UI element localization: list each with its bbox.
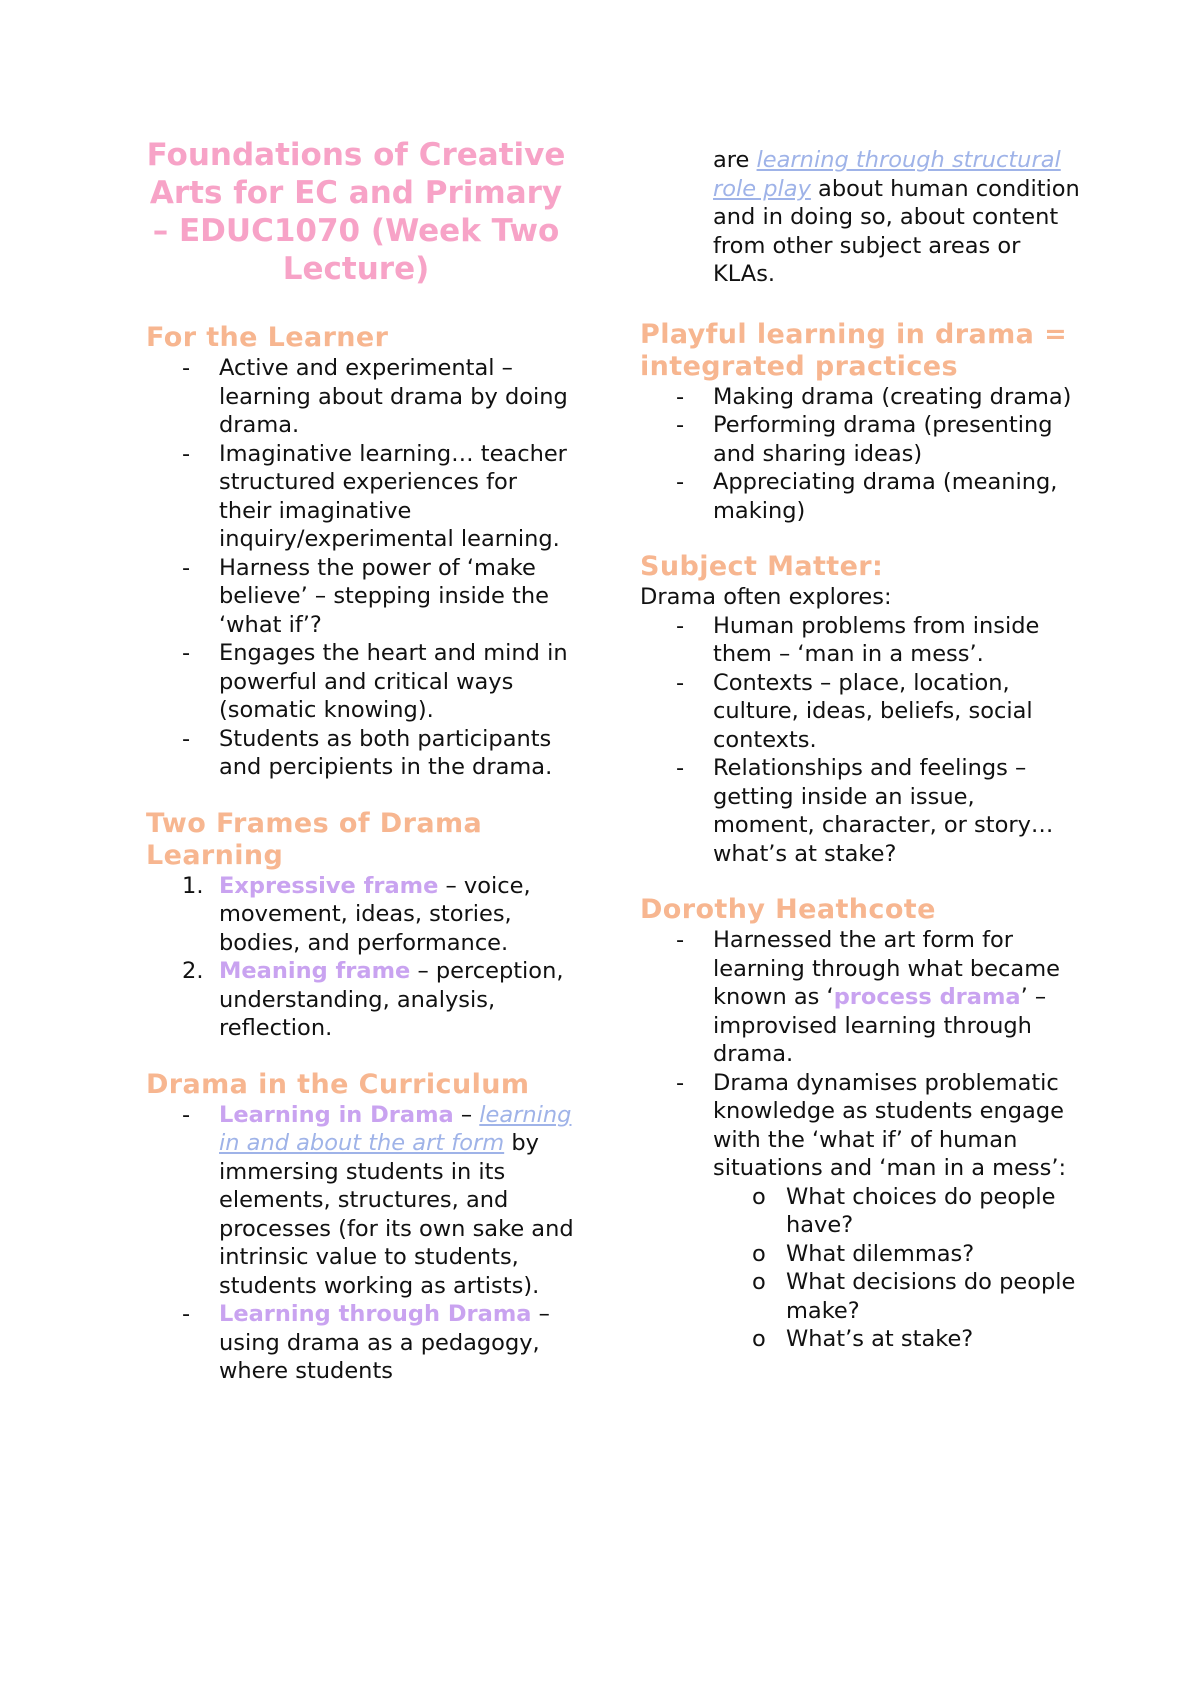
left-column [146,136,576,1412]
list-item: - Harness the power of ‘make believe’ – stepping inside the ‘what if’? [182,554,549,638]
dash-marker: - [182,1301,191,1327]
section-drama-in-curriculum [146,1069,576,1386]
subject-intro: Drama often explores: [640,584,892,610]
term-expressive-frame: Expressive frame [219,872,439,899]
dash-marker: - [676,669,685,696]
frames-list [146,872,576,1043]
list-item: - Making drama (creating drama) [676,383,1072,410]
dash-marker: - [676,469,685,495]
list-item: - Human problems from inside them – ‘man in a mess’. [676,612,1040,667]
section-for-the-learner [146,322,576,782]
subject-list [640,612,1080,869]
dash-marker: - [182,355,191,381]
circle-marker: o [752,1269,766,1295]
list-item: o What’s at stake? [752,1326,974,1352]
list-item: - Appreciating drama (meaning, making) [676,469,1058,524]
dash-marker: - [676,383,685,410]
dash-marker: - [676,755,685,781]
term-process-drama: process drama [833,984,1021,1010]
list-number: 2. [182,958,204,984]
circle-marker: o [752,1326,766,1352]
heading-for-the-learner: For the Learner [146,322,389,353]
curriculum-continuation: are learning through structural role play about human condition and in doing so, about content from other subject areas or KLAs. [713,147,1080,287]
list-item: - Relationships and feelings – getting inside an issue, moment, character, or story…what’s at stake? [676,755,1054,867]
dash-marker: - [182,1101,191,1128]
heading-subject-matter: Subject Matter: [640,551,884,582]
list-item: - Imaginative learning… teacher structured experiences for their imaginative inquiry/experimental learning. [182,440,567,552]
heading-two-frames: Two Frames of Drama Learning [146,807,483,871]
dash-marker: - [182,640,191,666]
list-item: o What dilemmas? [752,1240,975,1267]
circle-marker: o [752,1183,766,1210]
section-playful-learning [640,319,1080,526]
playful-list [640,383,1080,526]
section-two-frames [146,808,576,1043]
learner-list [146,354,576,782]
heading-dorothy-heathcote: Dorothy Heathcote [640,894,936,925]
term-learning-through-drama: Learning through Drama [219,1301,532,1327]
link-structural-role-play[interactable]: learning through structural role play [713,147,1061,202]
dash-marker: - [676,612,685,639]
right-column [640,146,1080,1380]
list-item: - Performing drama (presenting and sharing ideas) [676,412,1053,467]
dash-marker: - [676,412,685,438]
list-item: - Learning through Drama – using drama as a pedagogy, where students [182,1301,550,1384]
list-item: - Contexts – place, location, culture, ideas, beliefs, social contexts. [676,669,1033,753]
list-item: 1. Expressive frame – voice, movement, ideas, stories, bodies, and performance. [182,872,531,956]
heathcote-list [640,926,1080,1183]
circle-marker: o [752,1240,766,1267]
list-item: - Active and experimental – learning about drama by doing drama. [182,355,568,438]
list-item: - Drama dynamises problematic knowledge as students engage with the ‘what if’ of human situations and ‘man in a mess’: [676,1069,1067,1181]
dash-marker: - [182,725,191,752]
dash-marker: - [182,440,191,467]
list-item: - Harnessed the art form for learning through what became known as ‘process drama’ – improvised learning through drama. [676,927,1060,1067]
list-item: - Learning in Drama – learning in and about the art form by immersing students in its elements, structures, and processes (for its own sake and intrinsic value to students, students working as artists). [182,1101,574,1299]
document-title: Foundations of Creative Arts for EC and Primary – EDUC1070 (Week Two Lecture) [146,137,566,287]
heading-drama-in-curriculum: Drama in the Curriculum [146,1068,530,1100]
dash-marker: - [676,927,685,953]
question-list [640,1183,1080,1354]
list-item: - Students as both participants and percipients in the drama. [182,725,553,780]
list-number: 1. [182,872,204,899]
curriculum-list [146,1101,576,1386]
list-item: - Engages the heart and mind in powerful and critical ways (somatic knowing). [182,640,568,723]
list-item: o What decisions do people make? [752,1269,1076,1324]
dash-marker: - [182,554,191,581]
link-learning-in-and-about[interactable]: learning in and about the art form [219,1101,572,1156]
list-item: 2. Meaning frame – perception, understanding, analysis, reflection. [182,958,564,1041]
heading-playful-learning: Playful learning in drama = integrated practices [640,318,1068,382]
list-item: o What choices do people have? [752,1183,1056,1238]
term-learning-in-drama: Learning in Drama [219,1101,454,1128]
dash-marker: - [676,1069,685,1096]
section-subject-matter [640,551,1080,868]
term-meaning-frame: Meaning frame [219,958,411,984]
section-dorothy-heathcote [640,894,1080,1354]
